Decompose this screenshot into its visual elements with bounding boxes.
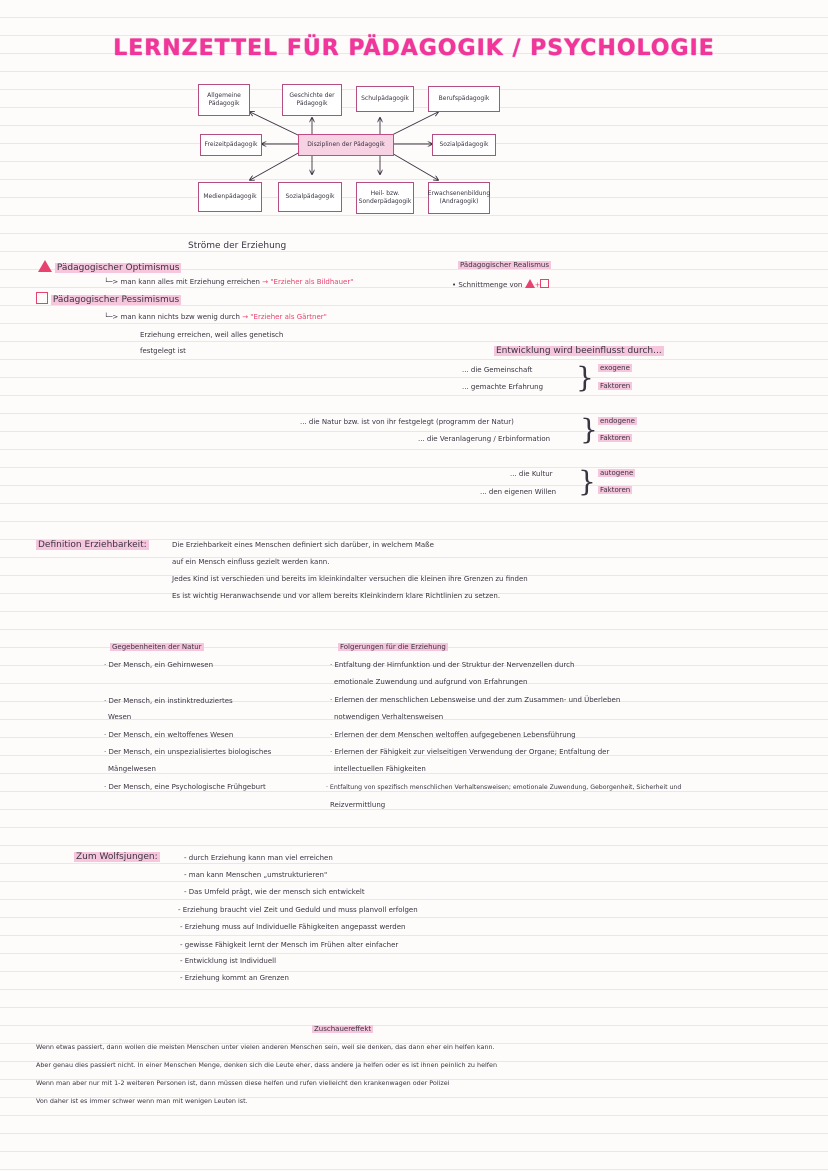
endogen-label-1: endogene [600, 417, 635, 425]
box-sozialpaedagogik-bottom: Sozialpädagogik [278, 182, 342, 212]
brace-icon: } [580, 413, 598, 446]
wolfsjungen-item-6: - gewisse Fähigkeit lernt der Mensch im Frühen alter einfacher [180, 941, 399, 949]
endogen-line-1: ... die Natur bzw. ist von ihr festgelegt (programm der Natur) [300, 418, 514, 426]
pessimismus-label: Pädagogischer Pessimismus [52, 295, 180, 305]
folgerung-3: · Erlernen der dem Menschen weltoffen aufgegebenen Lebensführung [330, 731, 576, 739]
triangle-icon [525, 279, 535, 288]
page-title: LERNZETTEL FÜR PÄDAGOGIK / PSYCHOLOGIE [113, 36, 715, 61]
definition-line-2: auf ein Mensch einfluss gezielt werden kann. [172, 558, 330, 566]
definition-line-4: Es ist wichtig Heranwachsende und vor allem bereits Kleinkindern klare Richtlinien zu setzen. [172, 592, 501, 600]
zuschauer-line-3: Wenn man aber nur mit 1-2 weiteren Personen ist, dann müssen diese helfen und rufen vielleicht den krankenwagen oder Polizei [36, 1079, 450, 1087]
box-heil-sonderpaedagogik: Heil- bzw. Sonderpädagogik [356, 182, 414, 214]
elbow-arrow-icon: └─> [104, 278, 119, 286]
folgerung-4b: intellectuellen Fähigkeiten [334, 765, 426, 773]
brace-icon: } [576, 361, 594, 394]
wolfsjungen-item-2: - man kann Menschen „umstrukturieren" [184, 871, 328, 879]
folgerung-2a: · Erlernen der menschlichen Lebensweise und der zum Zusammen- und Überleben [330, 696, 621, 704]
optimismus-text: man kann alles mit Erziehung erreichen [120, 278, 260, 286]
definition-line-1: Die Erziehbarkeit eines Menschen definiert sich darüber, in welchem Maße [172, 541, 434, 549]
optimismus-label: Pädagogischer Optimismus [56, 263, 180, 273]
box-schulpaedagogik: Schulpädagogik [356, 86, 414, 112]
zuschauer-line-2: Aber genau dies passiert nicht. In einer Menschen Menge, denken sich die Leute eher, dass andere ja helfen oder es ist ihnen peinlich zu helfen [36, 1061, 498, 1069]
wolfsjungen-item-1: - durch Erziehung kann man viel erreichen [184, 854, 333, 862]
natur-item-5: · Der Mensch, eine Psychologische Frühgeburt [104, 783, 266, 791]
stroeme-heading: Ströme der Erziehung [188, 241, 287, 251]
exogen-line-1: ... die Gemeinschaft [462, 366, 533, 374]
natur-item-1: · Der Mensch, ein Gehirnwesen [104, 661, 214, 669]
optimismus-text-row [104, 278, 353, 287]
endogen-line-2: ... die Veranlagerung / Erbinformation [418, 435, 551, 443]
right-arrow-icon: → [262, 278, 269, 286]
definition-label: Definition Erziehbarkeit: [38, 540, 147, 550]
endogen-label-2: Faktoren [600, 434, 631, 442]
elbow-arrow-icon: └─> [104, 313, 119, 321]
zuschauer-line-4: Von daher ist es immer schwer wenn man mit wenigen Leuten ist. [36, 1097, 248, 1105]
square-icon [36, 292, 48, 304]
optimismus-row [38, 260, 181, 274]
optimismus-quote: "Erzieher als Bildhauer" [270, 278, 354, 286]
realismus-row: • Schnittmenge von + [452, 279, 549, 290]
box-allgemeine-paedagogik: Allgemeine Pädagogik [198, 84, 250, 116]
folgerung-1b: emotionale Zuwendung und aufgrund von Erfahrungen [334, 678, 528, 686]
definition-line-3: Jedes Kind ist verschieden und bereits im kleinkindalter versuchen die kleinen ihre Grenzen zu finden [172, 575, 528, 583]
wolfsjungen-item-7: - Entwicklung ist Individuell [180, 957, 277, 965]
wolfsjungen-item-5: - Erziehung muss auf Individuelle Fähigkeiten angepasst werden [180, 923, 406, 931]
folgerung-4a: · Erlernen der Fähigkeit zur vielseitigen Verwendung der Organe; Entfaltung der [330, 748, 610, 756]
entwicklung-heading: Entwicklung wird beeinflusst durch... [496, 346, 662, 356]
folgerungen-heading: Folgerungen für die Erziehung [340, 643, 446, 651]
zuschauer-heading: Zuschauereffekt [314, 1025, 372, 1033]
box-erwachsenenbildung: Erwachsenenbildung (Andragogik) [428, 182, 490, 214]
natur-item-2: · Der Mensch, ein instinktreduziertes [104, 697, 233, 705]
zuschauer-line-1: Wenn etwas passiert, dann wollen die meisten Menschen unter vielen anderen Menschen sein, weil sie denken, das dann eher ein helfen kann. [36, 1043, 495, 1051]
exogen-label-2: Faktoren [600, 382, 631, 390]
pessimismus-line2: Erziehung erreichen, weil alles genetisch [140, 331, 284, 339]
natur-item-4b: Mängelwesen [108, 765, 156, 773]
pessimismus-text-row [104, 313, 327, 322]
natur-heading: Gegebenheiten der Natur [112, 643, 202, 651]
autogen-line-1: ... die Kultur [510, 470, 553, 478]
diagram-arrows [0, 0, 828, 240]
box-sozialpaedagogik-right: Sozialpädagogik [432, 134, 496, 156]
triangle-icon [38, 260, 52, 272]
natur-item-2b: Wesen [108, 713, 132, 721]
exogen-label-1: exogene [600, 364, 630, 372]
natur-item-3: · Der Mensch, ein weltoffenes Wesen [104, 731, 234, 739]
box-freizeitpaedagogik: Freizeitpädagogik [200, 134, 262, 156]
folgerung-2b: notwendigen Verhaltensweisen [334, 713, 444, 721]
exogen-line-2: ... gemachte Erfahrung [462, 383, 544, 391]
realismus-text: • Schnittmenge von [452, 281, 523, 289]
folgerung-5b: Reizvermittlung [330, 801, 386, 809]
wolfsjungen-item-8: - Erziehung kommt an Grenzen [180, 974, 289, 982]
box-geschichte-paedagogik: Geschichte der Pädagogik [282, 84, 342, 116]
pessimismus-row [36, 292, 181, 306]
box-center-disziplinen: Disziplinen der Pädagogik [298, 134, 394, 156]
autogen-line-2: ... den eigenen Willen [480, 488, 557, 496]
folgerung-5a: · Entfaltung von spezifisch menschlichen Verhaltensweisen; emotionale Zuwendung, Geborgenheit, Sicherheit und [326, 784, 682, 791]
pessimismus-text: man kann nichts bzw wenig durch [120, 313, 240, 321]
square-icon [540, 279, 549, 288]
natur-item-4: · Der Mensch, ein unspezialisiertes biologisches [104, 748, 272, 756]
autogen-label-2: Faktoren [600, 486, 631, 494]
wolfsjungen-label: Zum Wolfsjungen: [76, 852, 158, 862]
folgerung-1a: · Entfaltung der Hirnfunktion und der Struktur der Nervenzellen durch [330, 661, 575, 669]
right-arrow-icon: → [242, 313, 249, 321]
pessimismus-line3: festgelegt ist [140, 347, 186, 355]
wolfsjungen-item-4: - Erziehung braucht viel Zeit und Geduld und muss planvoll erfolgen [178, 906, 418, 914]
brace-icon: } [578, 465, 596, 498]
box-berufspaedagogik: Berufspädagogik [428, 86, 500, 112]
pessimismus-quote: "Erzieher als Gärtner" [250, 313, 327, 321]
autogen-label-1: autogene [600, 469, 634, 477]
wolfsjungen-item-3: - Das Umfeld prägt, wie der mensch sich entwickelt [184, 888, 365, 896]
realismus-label: Pädagogischer Realismus [460, 261, 549, 269]
box-medienpaedagogik: Medienpädagogik [198, 182, 262, 212]
